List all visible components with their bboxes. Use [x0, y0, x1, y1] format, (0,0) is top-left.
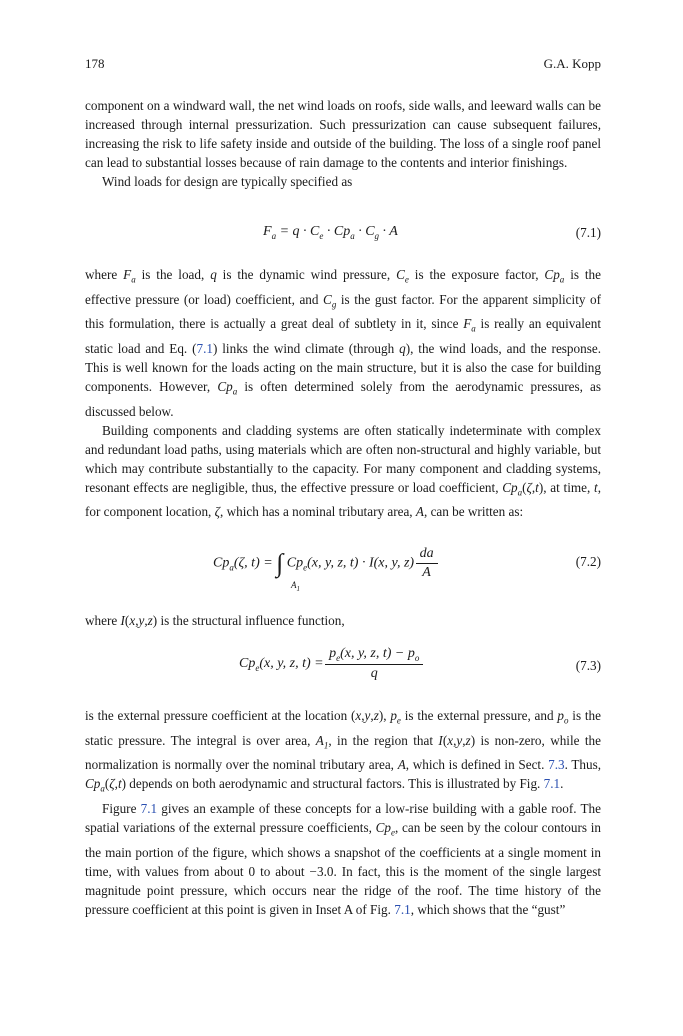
paragraph-external-pressure: is the external pressure coefficient at the location (x,y,z), $p_e$ is the external pressure, and $p_o$ is the static pressure. The integral is over area, $A_1$, in the region that I(x,y,z) is non-zero, while the normalization is normally over the nominal tributary area, A, which is defined in Sect. 7.3. Thus, $Cp_a(\zeta,t)$ depends on both aerodynamic and structural factors. This is illustrated by Fig. 7.1. — [85, 708, 602, 794]
equation-7-1-number: (7.1) — [575, 225, 601, 240]
running-head — [85, 56, 601, 72]
section-link-7-3[interactable]: 7.3 — [548, 757, 565, 773]
running-author: G.A. Kopp — [543, 56, 601, 71]
equation-7-3-number: (7.3) — [575, 658, 601, 673]
paragraph-block-3 — [85, 611, 601, 630]
equation-7-3-body: $Cp_e(x$, y, z, t) = $\frac{p_e(x, y, z, t) - p_o}{q}$ — [239, 646, 421, 682]
paragraph-intro — [85, 96, 601, 191]
equation-7-3 — [85, 646, 601, 690]
paragraph-where-fa: where $F_a$ is the load, q is the dynamic wind pressure, $C_e$ is the exposure factor, $Cp_a$ is the effective pressure (or load) coefficient, and $C_g$ is the gust factor. For the apparent simplicity of this formulation, there is actually a great deal of subtlety in it, since $F_a$ is really an equivalent static load and Eq. (7.1) links the wind climate (through q), the wind loads, and the response. This is well known for the loads acting on the main structure, but it is also the case for building components. However, $Cp_a$ is often determined solely from the aerodynamic pressures, as discussed below. — [85, 267, 601, 419]
figure-link-7-1[interactable]: 7.1 — [543, 776, 561, 792]
figure-link-7-1-b[interactable]: 7.1 — [140, 800, 158, 816]
paragraph-figure-description: Figure 7.1 gives an example of these concepts for a low-rise building with a gable roof. The spatial variations of the external pressure coefficients, $Cp_e$, can be seen by the colour contours in the main portion of the figure, which shows a snapshot of the coefficients at a single moment in time, with values from about 0 to about −3.0. In fact, this is the moment of the single largest magnitude point pressure, which occurs near the ridge of the roof. The time history of the pressure coefficient at this point is given in Inset A of Fig. 7.1, which shows that the “gust” — [85, 800, 602, 917]
paragraph-block-2 — [85, 265, 601, 521]
equation-7-1 — [85, 222, 601, 246]
paragraph-building-components: Building components and cladding systems are often statically indeterminate with complex and redundant load paths, using materials which are often non-structural and highly variable, but which may contribute substantially to the capacity. For many component and cladding systems, resonant effects are negligible, thus, the effective pressure or load coefficient, $Cp_a(\zeta,t)$, at time, t, for component location, ζ, which has a nominal tributary area, A, can be written as: — [85, 422, 601, 520]
integral-lower-limit: $A_1$ — [291, 580, 300, 593]
integral-sign: ∫ — [276, 548, 284, 578]
equation-link-7-1[interactable]: 7.1 — [196, 340, 213, 356]
page-number: 178 — [85, 56, 105, 71]
equation-7-2-body: $Cp_a(\zeta$, t) = ∫ $Cp_e(x$, y, z, t) · I(x, y, z) $\frac{da}{A}$ — [213, 546, 436, 581]
paragraph-internal-pressurization: component on a windward wall, the net wind loads on roofs, side walls, and leeward walls can be increased through internal pressurization. Such pressurization can cause subsequent failures, increasing the risk to life safety inside and outside of the building. The loss of a single roof panel can lead to substantial losses because of rain damage to the contents and interior finishings. — [85, 98, 601, 170]
equation-7-1-body: $F_a = q \cdot C_e \cdot Cp_a \cdot C_g \cdot A$ — [263, 224, 398, 241]
equation-7-2-number: (7.2) — [575, 554, 601, 569]
figure-link-7-1-c[interactable]: 7.1 — [394, 901, 411, 917]
paragraph-influence-function: where I(x,y,z) is the structural influence function, — [85, 613, 345, 628]
paragraph-wind-loads-design: Wind loads for design are typically specified as — [102, 174, 353, 189]
paragraph-block-4 — [85, 706, 601, 919]
equation-7-2 — [85, 540, 601, 592]
